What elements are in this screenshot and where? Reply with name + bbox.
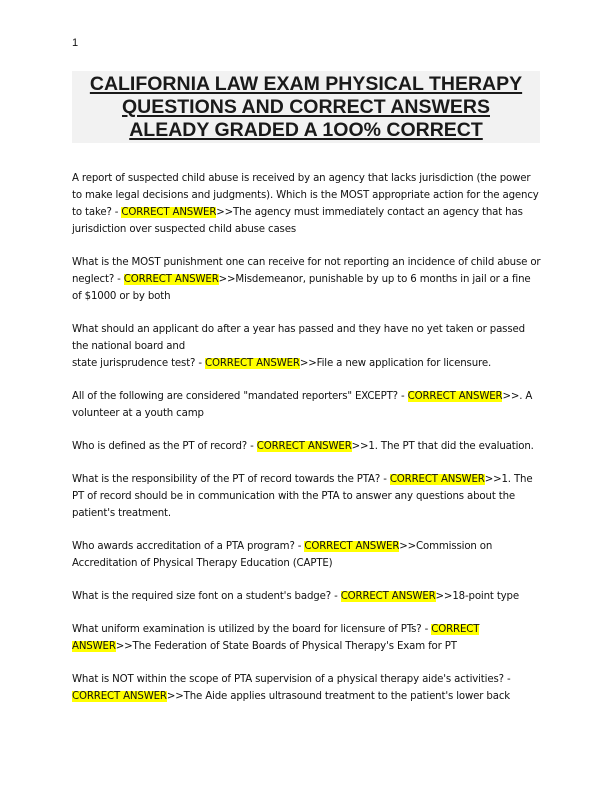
question-text: Who awards accreditation of a PTA program? - [72, 541, 305, 552]
question-text: A report of suspected child abuse is received by an agency that lacks jurisdiction (the power to make legal decisions and judgments). Which is the MOST appropriate action for the agency to take? - [72, 173, 539, 218]
title-line-2: QUESTIONS AND CORRECT ANSWERS [122, 96, 490, 118]
correct-answer-label: CORRECT ANSWER [304, 541, 400, 552]
answer-text: >>The Aide applies ultrasound treatment to the patient's lower back [166, 691, 511, 702]
correct-answer-label: CORRECT ANSWER [121, 207, 217, 218]
question-text: What is the MOST punishment one can receive for not reporting an incidence of child abuse or neglect? - [72, 257, 541, 285]
page-number: 1 [72, 37, 79, 49]
question-text: What is the responsibility of the PT of record towards the PTA? - [72, 474, 390, 485]
answer-text: >>1. The PT of record should be in communication with the PTA to answer any questions about the patient's treatment. [72, 474, 533, 519]
qa-item [72, 254, 542, 305]
question-text: Who is defined as the PT of record? - [72, 441, 257, 452]
title-line-3: ALEADY GRADED A 1OO% CORRECT [129, 119, 483, 141]
qa-item [72, 388, 542, 422]
answer-text: >>1. The PT that did the evaluation. [351, 441, 534, 452]
correct-answer-label: CORRECT ANSWER [72, 624, 480, 652]
qa-item [72, 321, 542, 372]
answer-text: >>. A volunteer at a youth camp [72, 391, 533, 419]
answer-text: >>18-point type [435, 591, 519, 602]
answer-text: >>The Federation of State Boards of Physical Therapy's Exam for PT [115, 641, 457, 652]
correct-answer-label: CORRECT ANSWER [407, 391, 503, 402]
question-text: What is NOT within the scope of PTA supervision of a physical therapy aide's activities? - [72, 674, 511, 685]
question-text: What should an applicant do after a year has passed and they have no yet taken or passed the national board and [72, 324, 525, 352]
question-text: What uniform examination is utilized by the board for licensure of PTs? - [72, 624, 432, 635]
qa-item [72, 538, 542, 572]
question-text-line-2: state jurisprudence test? - CORRECT ANSWER>>File a new application for licensure. [72, 358, 492, 369]
correct-answer-label: CORRECT ANSWER [123, 274, 219, 285]
correct-answer-label: CORRECT ANSWER [389, 474, 485, 485]
document-title [72, 71, 540, 143]
qa-item [72, 671, 542, 705]
correct-answer-label: CORRECT ANSWER [72, 691, 167, 702]
title-line-1: CALIFORNIA LAW EXAM PHYSICAL THERAPY [89, 73, 523, 95]
correct-answer-label: CORRECT ANSWER [256, 441, 352, 452]
answer-text: >>The agency must immediately contact an agency that has jurisdiction over suspected child abuse cases [72, 207, 523, 235]
question-text: All of the following are considered "mandated reporters" EXCEPT? - [72, 391, 408, 402]
qa-item [72, 588, 542, 605]
answer-text: >>File a new application for licensure. [299, 358, 492, 369]
qa-item [72, 621, 542, 655]
qa-item [72, 471, 542, 522]
correct-answer-label: CORRECT ANSWER [205, 358, 300, 369]
qa-item [72, 170, 542, 238]
answer-text: >>Commission on Accreditation of Physical Therapy Education (CAPTE) [72, 541, 493, 569]
qa-list [72, 170, 542, 721]
correct-answer-label: CORRECT ANSWER [340, 591, 436, 602]
qa-item [72, 438, 542, 455]
answer-text: >>Misdemeanor, punishable by up to 6 months in jail or a fine of $1000 or by both [72, 274, 531, 302]
question-text: What is the required size font on a student's badge? - [72, 591, 341, 602]
